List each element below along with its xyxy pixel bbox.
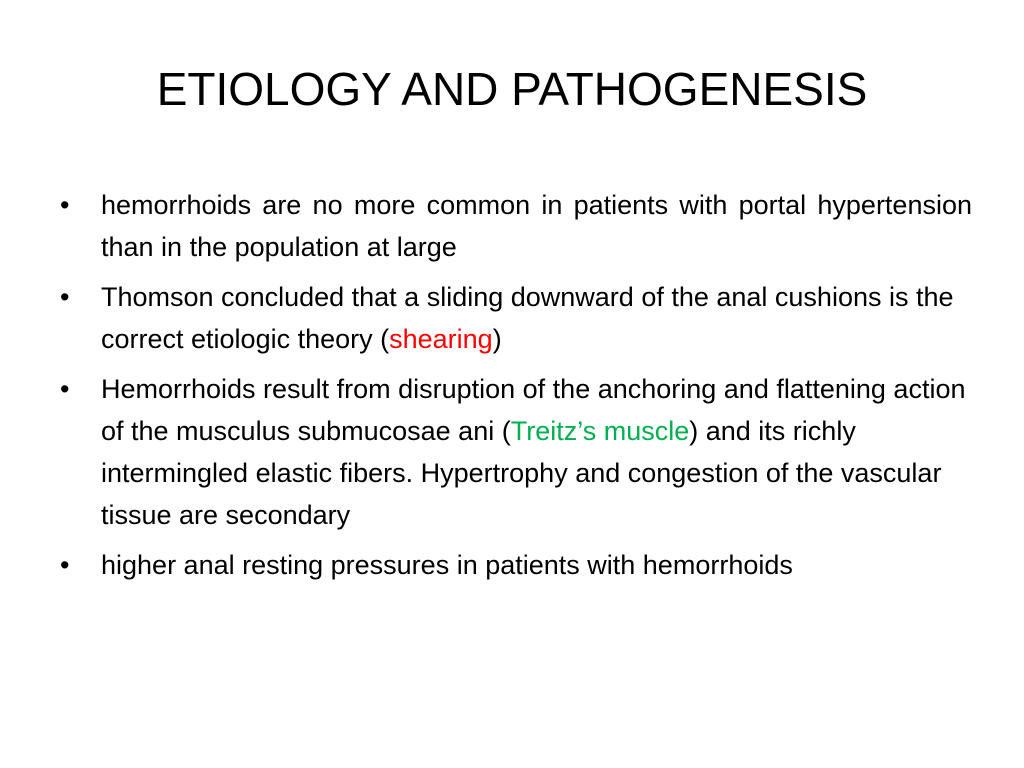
bullet-item xyxy=(52,184,972,268)
slide-title: ETIOLOGY AND PATHOGENESIS xyxy=(156,63,868,115)
bullet-icon: • xyxy=(60,550,70,580)
bullet-text-end: ) and its richly intermingled elastic fibers. Hypertrophy and congestion of the vascular tissue are secondary xyxy=(101,416,942,530)
highlight-treitz-muscle: Treitz’s muscle xyxy=(510,416,690,446)
bullet-text: higher anal resting pressures in patients with hemorrhoids xyxy=(101,550,793,580)
bullet-icon: • xyxy=(60,190,70,220)
bullet-list xyxy=(52,184,972,594)
bullet-icon: • xyxy=(60,282,70,312)
bullet-item xyxy=(52,368,972,536)
bullet-text: Thomson concluded that a sliding downward of the anal cushions is the correct etiologic theory ( xyxy=(101,282,954,354)
bullet-item xyxy=(52,544,972,586)
bullet-icon: • xyxy=(60,374,70,404)
highlight-shearing: shearing xyxy=(389,324,493,354)
bullet-text-end: ) xyxy=(492,324,502,354)
bullet-text: hemorrhoids are no more common in patients with portal hypertension than in the population at large xyxy=(101,190,972,262)
bullet-text: Hemorrhoids result from disruption of the anchoring and flattening action of the musculus submucosae ani ( xyxy=(101,374,966,446)
bullet-item xyxy=(52,276,972,360)
